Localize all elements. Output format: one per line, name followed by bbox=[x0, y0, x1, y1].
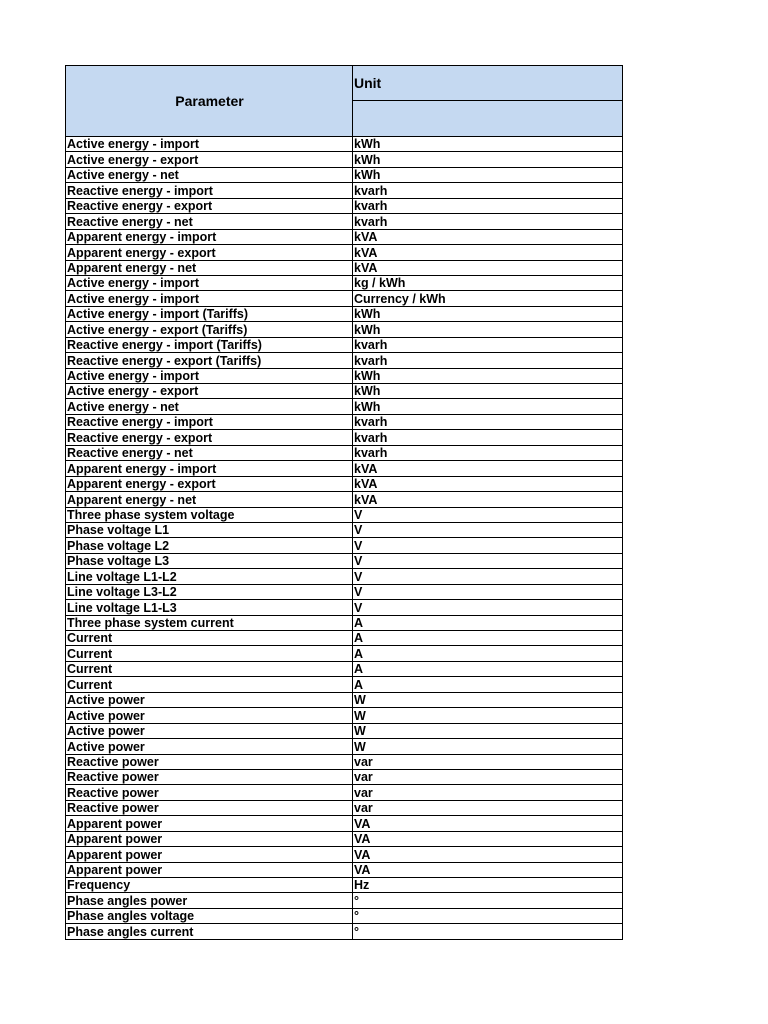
unit-cell: V bbox=[353, 569, 623, 584]
table-row bbox=[66, 538, 623, 553]
table-row bbox=[66, 245, 623, 260]
unit-cell: V bbox=[353, 600, 623, 615]
parameter-cell: Reactive energy - import (Tariffs) bbox=[66, 337, 353, 352]
table-row bbox=[66, 584, 623, 599]
table-row bbox=[66, 723, 623, 738]
table-row bbox=[66, 646, 623, 661]
unit-cell: V bbox=[353, 584, 623, 599]
parameter-cell: Reactive energy - import bbox=[66, 414, 353, 429]
parameter-cell: Phase voltage L3 bbox=[66, 553, 353, 568]
parameter-cell: Active power bbox=[66, 708, 353, 723]
table-row bbox=[66, 754, 623, 769]
parameter-cell: Apparent energy - import bbox=[66, 229, 353, 244]
table-row bbox=[66, 461, 623, 476]
parameter-cell: Current bbox=[66, 646, 353, 661]
table-row bbox=[66, 167, 623, 182]
table-row bbox=[66, 476, 623, 491]
parameter-cell: Apparent power bbox=[66, 816, 353, 831]
table-row bbox=[66, 522, 623, 537]
unit-cell: kvarh bbox=[353, 198, 623, 213]
parameter-cell: Active energy - net bbox=[66, 167, 353, 182]
unit-cell: V bbox=[353, 507, 623, 522]
parameter-cell: Active energy - import bbox=[66, 137, 353, 152]
unit-cell: kVA bbox=[353, 260, 623, 275]
parameter-cell: Phase angles power bbox=[66, 893, 353, 908]
table-row bbox=[66, 692, 623, 707]
table-row bbox=[66, 368, 623, 383]
unit-cell: kWh bbox=[353, 322, 623, 337]
parameter-cell: Phase angles current bbox=[66, 924, 353, 939]
table-row bbox=[66, 569, 623, 584]
parameter-cell: Current bbox=[66, 631, 353, 646]
parameter-cell: Line voltage L1-L3 bbox=[66, 600, 353, 615]
unit-cell: kVA bbox=[353, 492, 623, 507]
unit-cell: VA bbox=[353, 862, 623, 877]
table-row bbox=[66, 260, 623, 275]
parameter-cell: Line voltage L1-L2 bbox=[66, 569, 353, 584]
table-row bbox=[66, 322, 623, 337]
table-row bbox=[66, 785, 623, 800]
unit-cell: V bbox=[353, 538, 623, 553]
parameter-cell: Three phase system voltage bbox=[66, 507, 353, 522]
parameter-cell: Active power bbox=[66, 692, 353, 707]
parameter-cell: Active energy - import bbox=[66, 291, 353, 306]
unit-cell: A bbox=[353, 661, 623, 676]
unit-cell: kWh bbox=[353, 167, 623, 182]
parameter-cell: Reactive power bbox=[66, 769, 353, 784]
unit-cell: var bbox=[353, 769, 623, 784]
table-row bbox=[66, 708, 623, 723]
parameter-cell: Reactive energy - export bbox=[66, 198, 353, 213]
unit-cell: A bbox=[353, 631, 623, 646]
unit-cell: ° bbox=[353, 893, 623, 908]
unit-cell: kWh bbox=[353, 152, 623, 167]
parameter-cell: Active power bbox=[66, 739, 353, 754]
table-row bbox=[66, 275, 623, 290]
table-row bbox=[66, 399, 623, 414]
table-row bbox=[66, 337, 623, 352]
table-row bbox=[66, 800, 623, 815]
unit-cell: W bbox=[353, 708, 623, 723]
unit-cell: kvarh bbox=[353, 445, 623, 460]
unit-cell: VA bbox=[353, 831, 623, 846]
table-row bbox=[66, 198, 623, 213]
table-row bbox=[66, 137, 623, 152]
parameter-cell: Frequency bbox=[66, 878, 353, 893]
table-row bbox=[66, 816, 623, 831]
unit-cell: kvarh bbox=[353, 183, 623, 198]
unit-cell: A bbox=[353, 615, 623, 630]
unit-cell: Currency / kWh bbox=[353, 291, 623, 306]
parameter-table-sheet bbox=[65, 65, 622, 940]
parameter-cell: Three phase system current bbox=[66, 615, 353, 630]
parameter-cell: Apparent energy - export bbox=[66, 476, 353, 491]
unit-cell: W bbox=[353, 692, 623, 707]
parameter-cell: Active energy - export bbox=[66, 152, 353, 167]
table-row bbox=[66, 908, 623, 923]
unit-cell: V bbox=[353, 522, 623, 537]
parameter-cell: Active energy - import bbox=[66, 368, 353, 383]
unit-cell: kvarh bbox=[353, 214, 623, 229]
header-row bbox=[66, 66, 623, 101]
parameter-cell: Reactive energy - export (Tariffs) bbox=[66, 353, 353, 368]
unit-cell: kg / kWh bbox=[353, 275, 623, 290]
parameter-cell: Active energy - net bbox=[66, 399, 353, 414]
parameter-unit-table bbox=[65, 65, 623, 940]
table-row bbox=[66, 677, 623, 692]
unit-cell: V bbox=[353, 553, 623, 568]
unit-cell: kWh bbox=[353, 306, 623, 321]
unit-cell: W bbox=[353, 739, 623, 754]
unit-cell: ° bbox=[353, 908, 623, 923]
unit-cell: A bbox=[353, 646, 623, 661]
unit-cell: kvarh bbox=[353, 430, 623, 445]
unit-cell: var bbox=[353, 754, 623, 769]
parameter-cell: Current bbox=[66, 677, 353, 692]
parameter-cell: Phase voltage L1 bbox=[66, 522, 353, 537]
table-body bbox=[66, 137, 623, 940]
table-row bbox=[66, 600, 623, 615]
table-header bbox=[66, 66, 623, 137]
parameter-cell: Active energy - import (Tariffs) bbox=[66, 306, 353, 321]
unit-cell: kVA bbox=[353, 476, 623, 491]
table-row bbox=[66, 831, 623, 846]
unit-cell: kVA bbox=[353, 461, 623, 476]
unit-cell: kvarh bbox=[353, 337, 623, 352]
table-row bbox=[66, 291, 623, 306]
unit-cell: Hz bbox=[353, 878, 623, 893]
parameter-cell: Apparent power bbox=[66, 847, 353, 862]
unit-cell: A bbox=[353, 677, 623, 692]
parameter-column-header: Parameter bbox=[66, 66, 353, 137]
table-row bbox=[66, 615, 623, 630]
table-row bbox=[66, 739, 623, 754]
parameter-cell: Phase angles voltage bbox=[66, 908, 353, 923]
parameter-cell: Apparent energy - import bbox=[66, 461, 353, 476]
table-row bbox=[66, 893, 623, 908]
unit-cell: var bbox=[353, 785, 623, 800]
unit-cell: VA bbox=[353, 847, 623, 862]
parameter-cell: Active energy - export bbox=[66, 384, 353, 399]
parameter-cell: Active power bbox=[66, 723, 353, 738]
parameter-cell: Reactive energy - import bbox=[66, 183, 353, 198]
unit-column-header: Unit bbox=[353, 66, 623, 101]
table-row bbox=[66, 631, 623, 646]
table-row bbox=[66, 306, 623, 321]
unit-cell: var bbox=[353, 800, 623, 815]
parameter-cell: Phase voltage L2 bbox=[66, 538, 353, 553]
unit-cell: kWh bbox=[353, 384, 623, 399]
table-row bbox=[66, 229, 623, 244]
unit-cell: W bbox=[353, 723, 623, 738]
parameter-cell: Reactive energy - export bbox=[66, 430, 353, 445]
unit-cell: kvarh bbox=[353, 414, 623, 429]
parameter-cell: Reactive energy - net bbox=[66, 214, 353, 229]
table-row bbox=[66, 353, 623, 368]
parameter-cell: Line voltage L3-L2 bbox=[66, 584, 353, 599]
table-row bbox=[66, 384, 623, 399]
parameter-cell: Reactive power bbox=[66, 785, 353, 800]
unit-cell: kWh bbox=[353, 137, 623, 152]
parameter-cell: Active energy - export (Tariffs) bbox=[66, 322, 353, 337]
unit-cell: kVA bbox=[353, 245, 623, 260]
table-row bbox=[66, 492, 623, 507]
table-row bbox=[66, 878, 623, 893]
parameter-cell: Reactive power bbox=[66, 754, 353, 769]
unit-cell: kvarh bbox=[353, 353, 623, 368]
table-row bbox=[66, 661, 623, 676]
table-row bbox=[66, 445, 623, 460]
parameter-cell: Reactive energy - net bbox=[66, 445, 353, 460]
parameter-cell: Apparent power bbox=[66, 862, 353, 877]
parameter-cell: Current bbox=[66, 661, 353, 676]
parameter-cell: Apparent energy - net bbox=[66, 260, 353, 275]
table-row bbox=[66, 847, 623, 862]
table-row bbox=[66, 862, 623, 877]
table-row bbox=[66, 214, 623, 229]
table-row bbox=[66, 183, 623, 198]
unit-cell: kVA bbox=[353, 229, 623, 244]
parameter-cell: Apparent energy - export bbox=[66, 245, 353, 260]
parameter-cell: Apparent power bbox=[66, 831, 353, 846]
table-row bbox=[66, 414, 623, 429]
unit-header-blank-cell bbox=[353, 101, 623, 137]
unit-cell: VA bbox=[353, 816, 623, 831]
table-row bbox=[66, 430, 623, 445]
table-row bbox=[66, 152, 623, 167]
table-row bbox=[66, 924, 623, 939]
parameter-cell: Active energy - import bbox=[66, 275, 353, 290]
unit-cell: kWh bbox=[353, 368, 623, 383]
unit-cell: kWh bbox=[353, 399, 623, 414]
unit-cell: ° bbox=[353, 924, 623, 939]
parameter-cell: Apparent energy - net bbox=[66, 492, 353, 507]
table-row bbox=[66, 507, 623, 522]
table-row bbox=[66, 553, 623, 568]
parameter-cell: Reactive power bbox=[66, 800, 353, 815]
table-row bbox=[66, 769, 623, 784]
